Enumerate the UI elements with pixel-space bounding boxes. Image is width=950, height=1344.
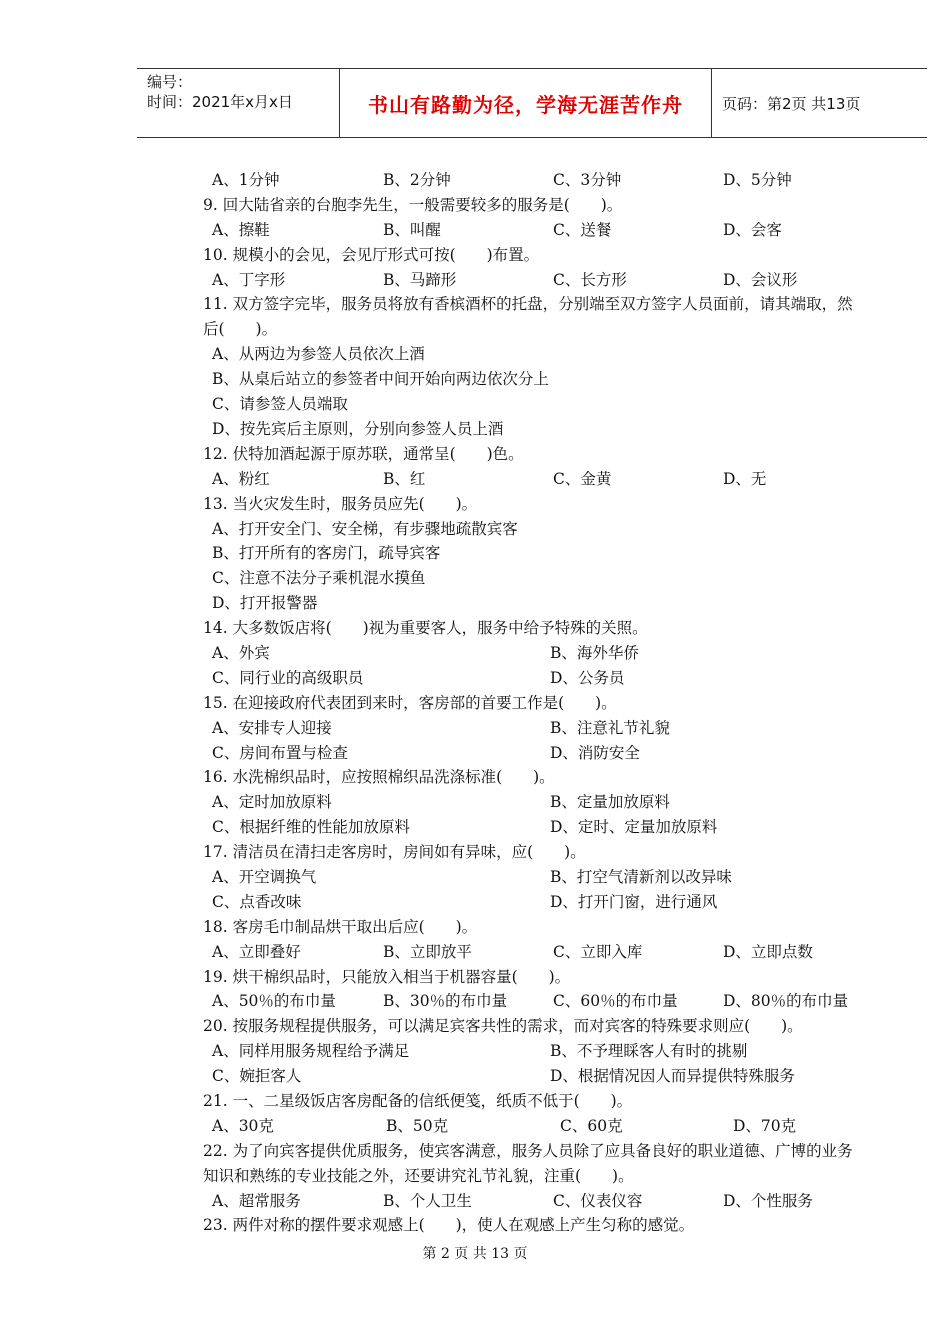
- question-text: 10. 规模小的会见，会见厅形式可按( )布置。: [203, 245, 540, 264]
- option-text: D、立即点数: [723, 942, 813, 961]
- option-row: [203, 815, 863, 840]
- question-list: [203, 168, 863, 1238]
- option-text: C、仪表仪容: [553, 1191, 643, 1210]
- option-row: [203, 641, 863, 666]
- option-text: C、点香改味: [212, 892, 302, 911]
- option-text: B、立即放平: [383, 942, 472, 961]
- option-text: D、70克: [733, 1116, 797, 1135]
- option-text: D、根据情况因人而异提供特殊服务: [550, 1067, 795, 1086]
- option-text: C、注意不法分子乘机混水摸鱼: [212, 569, 426, 588]
- option-text: A、定时加放原料: [212, 793, 332, 812]
- option-text: B、30％的布巾量: [383, 992, 508, 1011]
- motto-text: 书山有路勤为径，学海无涯苦作舟: [368, 92, 683, 117]
- option-text: C、60克: [560, 1116, 623, 1135]
- option-row: [203, 467, 863, 492]
- option-text: C、长方形: [553, 270, 627, 289]
- option-text: C、根据纤维的性能加放原料: [212, 818, 410, 837]
- option-row: [203, 342, 863, 367]
- option-text: D、5分钟: [723, 171, 792, 189]
- option-row: [203, 940, 863, 965]
- option-text: D、打开门窗，进行通风: [550, 892, 718, 911]
- option-text: A、打开安全门、安全梯，有步骤地疏散宾客: [212, 519, 518, 538]
- option-text: A、开空调换气: [212, 867, 317, 886]
- question-text: 23. 两件对称的摆件要求观感上( )，使人在观感上产生匀称的感觉。: [203, 1216, 695, 1235]
- option-text: B、马蹄形: [383, 270, 457, 289]
- option-row: [203, 1189, 863, 1214]
- option-row: [203, 168, 863, 193]
- option-text: B、不予理睬客人有时的挑剔: [550, 1042, 748, 1061]
- option-text: D、打开报警器: [212, 594, 318, 613]
- option-text: A、安排专人迎接: [212, 718, 332, 737]
- option-row: [203, 566, 863, 591]
- option-row: [203, 989, 863, 1014]
- option-text: D、个性服务: [723, 1191, 813, 1210]
- option-text: A、从两边为参签人员依次上酒: [212, 345, 425, 364]
- option-text: C、送餐: [553, 220, 612, 239]
- header-page-cell: [712, 69, 927, 137]
- date-label: 时间：2021年x月x日: [147, 93, 293, 111]
- header-motto-cell: [339, 69, 712, 137]
- option-row: [203, 1039, 863, 1064]
- option-text: A、超常服务: [212, 1191, 301, 1210]
- option-row: [203, 367, 863, 392]
- page-footer: 第 2 页 共 13 页: [422, 1246, 528, 1262]
- option-text: C、金黄: [553, 469, 612, 488]
- option-row: [203, 218, 863, 243]
- serial-label: 编号：: [147, 73, 193, 91]
- question-text: 12. 伏特加酒起源于原苏联，通常呈( )色。: [203, 444, 524, 463]
- option-text: A、30克: [212, 1116, 274, 1135]
- option-text: B、个人卫生: [383, 1191, 472, 1210]
- option-text: D、按先宾后主原则，分别向参签人员上酒: [212, 419, 504, 438]
- header-meta: [137, 69, 339, 137]
- option-row: [203, 666, 863, 691]
- option-row: [203, 541, 863, 566]
- option-text: B、打开所有的客房门，疏导宾客: [212, 544, 441, 563]
- option-text: C、婉拒客人: [212, 1067, 302, 1086]
- page-label: 页码：第2页 共13页: [722, 94, 861, 113]
- option-text: C、房间布置与检查: [212, 743, 348, 762]
- question-text: 13. 当火灾发生时，服务员应先( )。: [203, 494, 478, 513]
- option-text: C、60％的布巾量: [553, 992, 678, 1011]
- option-text: B、定量加放原料: [550, 793, 670, 812]
- question-text: 17. 清洁员在清扫走客房时，房间如有异味，应( )。: [203, 843, 586, 862]
- option-text: B、2分钟: [383, 171, 451, 189]
- option-text: B、海外华侨: [550, 643, 639, 662]
- option-text: B、叫醒: [383, 220, 441, 239]
- option-row: [203, 865, 863, 890]
- option-row: [203, 517, 863, 542]
- option-row: [203, 790, 863, 815]
- option-text: C、同行业的高级职员: [212, 668, 364, 687]
- page-header: [137, 68, 927, 138]
- option-row: [203, 1114, 863, 1139]
- option-row: [203, 741, 863, 766]
- option-text: C、3分钟: [553, 171, 622, 189]
- option-text: A、擦鞋: [212, 220, 270, 239]
- option-text: D、消防安全: [550, 743, 640, 762]
- option-row: [203, 716, 863, 741]
- option-text: C、请参签人员端取: [212, 395, 348, 414]
- question-text: 21. 一、二星级饭店客房配备的信纸便笺，纸质不低于( )。: [203, 1091, 633, 1110]
- option-text: D、80％的布巾量: [723, 992, 849, 1011]
- option-text: A、立即叠好: [212, 942, 301, 961]
- question-text: 14. 大多数饭店将( )视为重要客人，服务中给予特殊的关照。: [203, 619, 648, 638]
- question-text: 22. 为了向宾客提供优质服务，使宾客满意，服务人员除了应具备良好的职业道德、广博的业务知识和熟练的专业技能之外，还要讲究礼节礼貌，注重( )。: [203, 1141, 853, 1185]
- question-text: 11. 双方签字完毕，服务员将放有香槟酒杯的托盘，分别端至双方签字人员面前，请其端取，然后( )。: [203, 295, 853, 339]
- option-text: B、红: [383, 469, 426, 488]
- question-text: 16. 水洗棉织品时，应按照棉织品洗涤标准( )。: [203, 768, 555, 787]
- option-row: [203, 591, 863, 616]
- option-text: D、定时、定量加放原料: [550, 818, 718, 837]
- option-row: [203, 417, 863, 442]
- option-text: A、丁字形: [212, 270, 286, 289]
- option-text: D、无: [723, 469, 767, 488]
- option-text: A、外宾: [212, 643, 270, 662]
- option-text: A、同样用服务规程给予满足: [212, 1042, 410, 1061]
- question-text: 20. 按服务规程提供服务，可以满足宾客共性的需求，而对宾客的特殊要求则应( )。: [203, 1017, 803, 1036]
- option-text: B、50克: [386, 1116, 449, 1135]
- option-text: B、注意礼节礼貌: [550, 718, 670, 737]
- option-text: A、50％的布巾量: [212, 992, 336, 1011]
- question-text: 18. 客房毛巾制品烘干取出后应( )。: [203, 917, 478, 936]
- option-text: A、粉红: [212, 469, 270, 488]
- option-text: B、打空气清新剂以改异味: [550, 867, 732, 886]
- option-text: B、从桌后站立的参签者中间开始向两边依次分上: [212, 370, 549, 389]
- question-text: 15. 在迎接政府代表团到来时，客房部的首要工作是( )。: [203, 693, 617, 712]
- option-text: D、会客: [723, 220, 782, 239]
- option-row: [203, 392, 863, 417]
- option-text: C、立即入库: [553, 942, 643, 961]
- option-row: [203, 890, 863, 915]
- question-text: 19. 烘干棉织品时，只能放入相当于机器容量( )。: [203, 967, 571, 986]
- question-text: 9. 回大陆省亲的台胞李先生，一般需要较多的服务是( )。: [203, 195, 623, 214]
- option-text: A、1分钟: [212, 171, 280, 189]
- option-row: [203, 1064, 863, 1089]
- option-row: [203, 268, 863, 293]
- option-text: D、公务员: [550, 668, 625, 687]
- option-text: D、会议形: [723, 270, 798, 289]
